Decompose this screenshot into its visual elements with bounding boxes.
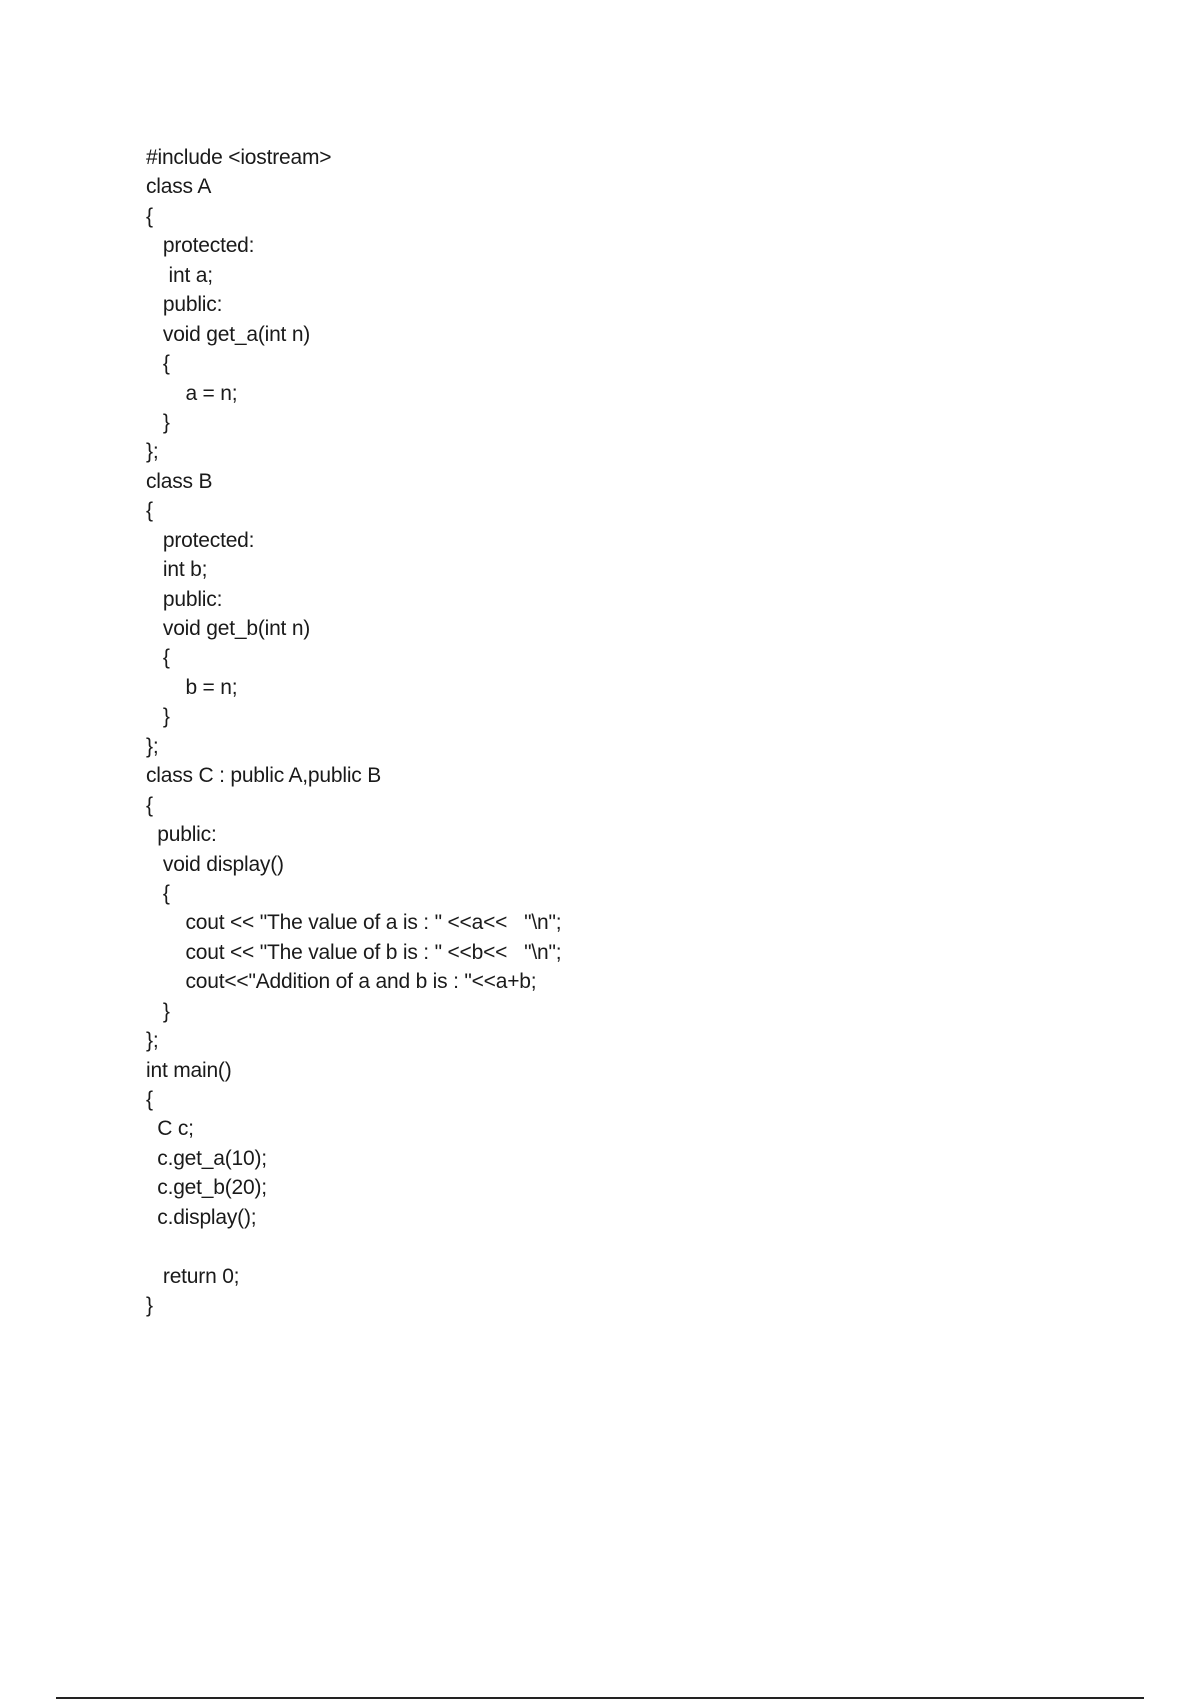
code-line: c.get_a(10);	[146, 1146, 267, 1170]
code-line: {	[146, 352, 170, 376]
code-line: {	[146, 204, 153, 228]
code-line: cout<<"Addition of a and b is : "<<a+b;	[146, 970, 537, 994]
code-line: }	[146, 410, 170, 434]
code-line: {	[146, 646, 170, 670]
code-line: {	[146, 1088, 153, 1111]
code-line: b = n;	[146, 675, 238, 699]
code-line: cout << "The value of a is : " <<a<< "\n";	[146, 911, 562, 935]
code-line: void get_b(int n)	[146, 617, 311, 640]
code-line: public:	[146, 823, 217, 847]
code-line: class A	[146, 175, 212, 199]
code-line: };	[146, 1029, 159, 1053]
code-line: cout << "The value of b is : " <<b<< "\n";	[146, 940, 562, 964]
code-line: c.display();	[146, 1205, 257, 1229]
code-line: void display()	[146, 852, 284, 876]
code-line: C c;	[146, 1117, 194, 1141]
code-line: a = n;	[146, 381, 238, 405]
code-line: public:	[146, 293, 223, 317]
code-line: {	[146, 881, 170, 905]
code-line: int a;	[146, 263, 213, 287]
code-line: class C : public A,public B	[146, 764, 382, 788]
code-line: }	[146, 705, 170, 729]
code-line: }	[146, 1294, 153, 1318]
code-line: {	[146, 499, 153, 523]
code-line: {	[146, 793, 153, 817]
code-line: };	[146, 734, 159, 758]
code-line	[146, 1232, 1046, 1261]
code-line: #include <iostream>	[146, 146, 332, 169]
code-line: void get_a(int n)	[146, 322, 311, 346]
code-listing	[146, 143, 1046, 1321]
code-line: protected:	[146, 234, 255, 258]
code-line: return 0;	[146, 1264, 240, 1288]
code-line: c.get_b(20);	[146, 1176, 267, 1200]
code-line: int main()	[146, 1058, 232, 1082]
code-line: int b;	[146, 558, 208, 582]
code-line: }	[146, 999, 170, 1023]
code-line: protected:	[146, 528, 255, 552]
footer-divider	[56, 1697, 1144, 1699]
code-line: public:	[146, 587, 223, 611]
code-line: class B	[146, 469, 213, 493]
code-line: };	[146, 440, 159, 464]
